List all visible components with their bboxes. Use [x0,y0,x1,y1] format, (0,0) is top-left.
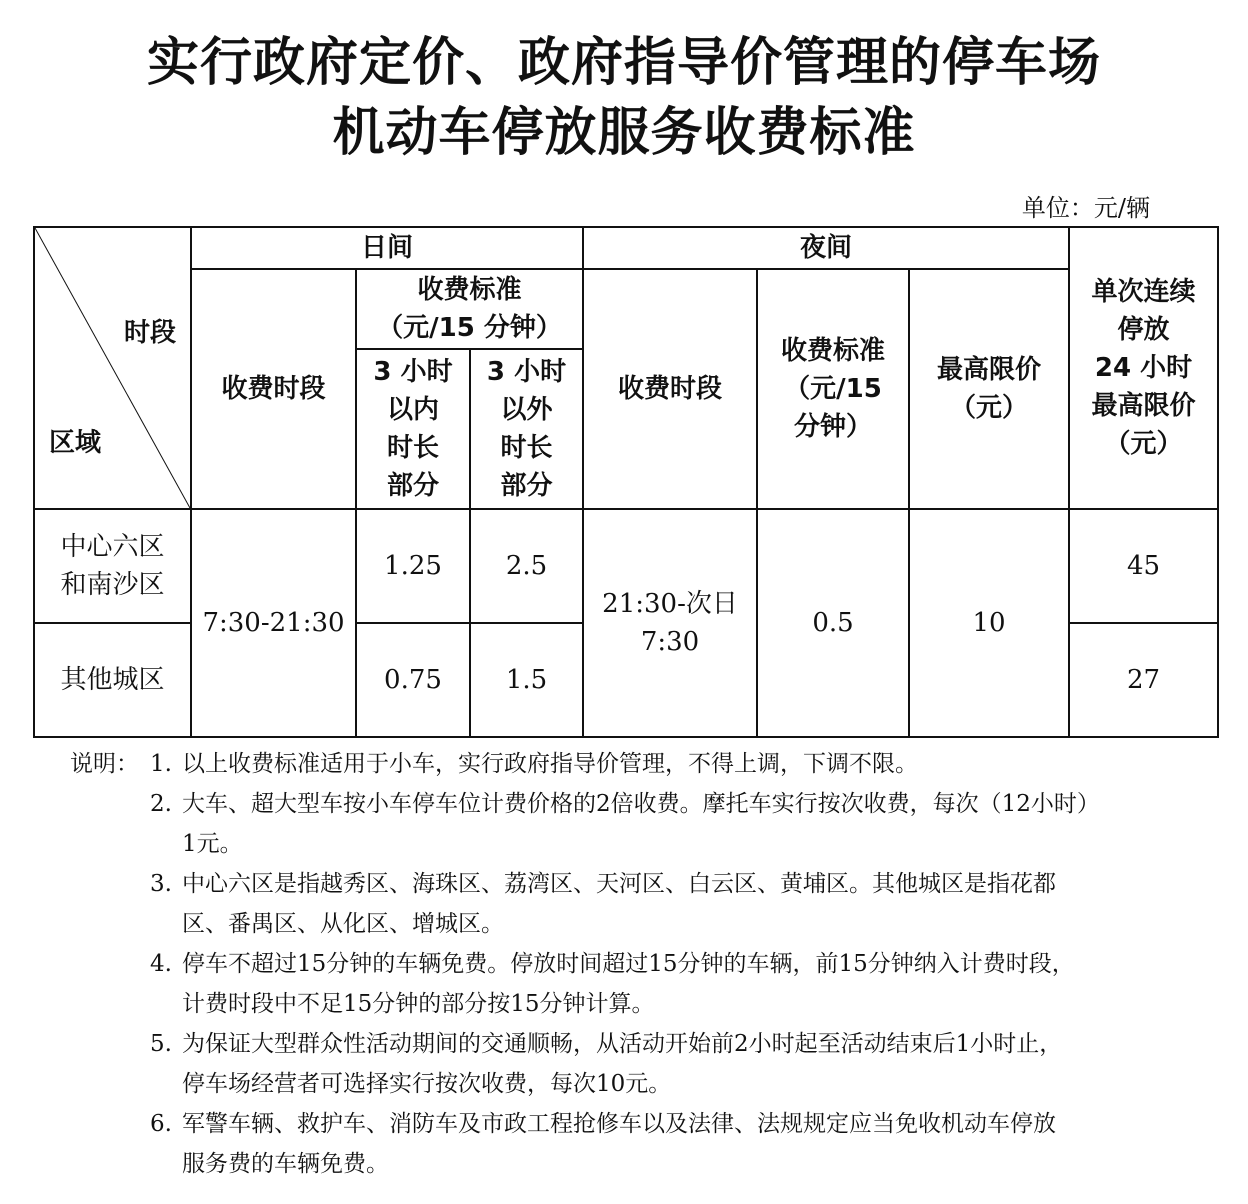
note-line: 为保证大型群众性活动期间的交通顺畅，从活动开始前2小时起至活动结束后1小时止， [182,1031,1063,1057]
note-number: 1. [150,751,172,777]
area-line: 中心六区 [60,532,165,562]
header-line: 时长 [386,433,439,463]
beyond-3h-cell: 2.5 [470,509,583,623]
area-line: 和南沙区 [60,570,165,600]
note-line: 停车场经营者可选择实行按次收费，每次10元。 [182,1071,672,1097]
header-line: 时长 [500,433,553,463]
note-item [70,1104,1200,1184]
day-standard-header [356,269,583,349]
night-standard-header [757,269,909,509]
note-number: 3. [150,871,172,897]
header-line: （元/15 分钟） [377,313,562,343]
max-24h-cell: 27 [1069,623,1218,737]
note-line: 服务费的车辆免费。 [182,1151,389,1177]
note-line: 大车、超大型车按小车停车位计费价格的2倍收费。摩托车实行按次收费，每次（12小时） [182,791,1100,817]
note-number: 4. [150,951,172,977]
day-header: 日间 [191,227,583,269]
corner-cell [34,227,191,509]
night-period-cell [583,509,757,737]
note-item [70,864,1200,944]
header-line: （元/15 [784,374,882,404]
header-line: 收费标准 [417,275,522,305]
header-line: 收费标准 [781,336,886,366]
night-period-line: 21:30-次日 [602,589,738,619]
header-line: （元） [1104,429,1183,459]
fee-table [33,226,1219,738]
max-24h-cell: 45 [1069,509,1218,623]
header-line: 单次连续 [1091,277,1196,307]
header-line: 最高限价 [1091,391,1196,421]
corner-area-label: 区域 [49,428,102,458]
header-line: 以内 [386,395,439,425]
area-cell [34,509,191,623]
header-line: （元） [950,393,1029,423]
day-charge-period-header: 收费时段 [191,269,356,509]
note-line: 军警车辆、救护车、消防车及市政工程抢修车以及法律、法规规定应当免收机动车停放 [182,1111,1056,1137]
note-line: 区、番禺区、从化区、增城区。 [182,911,504,937]
night-rate-cell: 0.5 [757,509,909,737]
area-cell: 其他城区 [34,623,191,737]
note-number: 5. [150,1031,172,1057]
night-charge-period-header: 收费时段 [583,269,757,509]
note-number: 2. [150,791,172,817]
header-line: 分钟） [794,412,873,442]
note-item [70,784,1200,864]
beyond-3h-header [470,349,583,509]
notes-label: 说明： [70,751,139,777]
header-line: 最高限价 [937,355,1042,385]
night-max-cell: 10 [909,509,1069,737]
header-line: 以外 [500,395,553,425]
note-item [70,944,1200,1024]
header-line: 3 小时 [373,357,453,387]
single-max-header [1069,227,1218,509]
note-line: 停车不超过15分钟的车辆免费。停放时间超过15分钟的车辆，前15分钟纳入计费时段， [182,951,1075,977]
within-3h-header [356,349,470,509]
note-line: 1元。 [182,831,243,857]
header-line: 24 小时 [1094,353,1193,383]
corner-time-label: 时段 [123,318,176,348]
day-period-cell: 7:30-21:30 [191,509,356,737]
within-3h-cell: 1.25 [356,509,470,623]
header-line: 部分 [386,471,439,501]
night-max-price-header [909,269,1069,509]
within-3h-cell: 0.75 [356,623,470,737]
note-item [70,744,1200,784]
notes [70,744,1200,1184]
note-line: 计费时段中不足15分钟的部分按15分钟计算。 [182,991,655,1017]
header-line: 停放 [1117,315,1170,345]
note-item [70,1024,1200,1104]
beyond-3h-cell: 1.5 [470,623,583,737]
header-line: 3 小时 [486,357,567,387]
note-number: 6. [150,1111,172,1137]
title-line-1: 实行政府定价、政府指导价管理的停车场 [146,33,1101,93]
night-period-line: 7:30 [640,627,700,657]
header-line: 部分 [500,471,553,501]
note-line: 中心六区是指越秀区、海珠区、荔湾区、天河区、白云区、黄埔区。其他城区是指花都 [182,871,1056,897]
unit-label: 单位：元/辆 [1021,194,1150,222]
note-line: 以上收费标准适用于小车，实行政府指导价管理，不得上调，下调不限。 [182,751,918,777]
title-line-2: 机动车停放服务收费标准 [332,103,916,163]
night-header: 夜间 [583,227,1069,269]
diagonal-line [35,228,190,508]
